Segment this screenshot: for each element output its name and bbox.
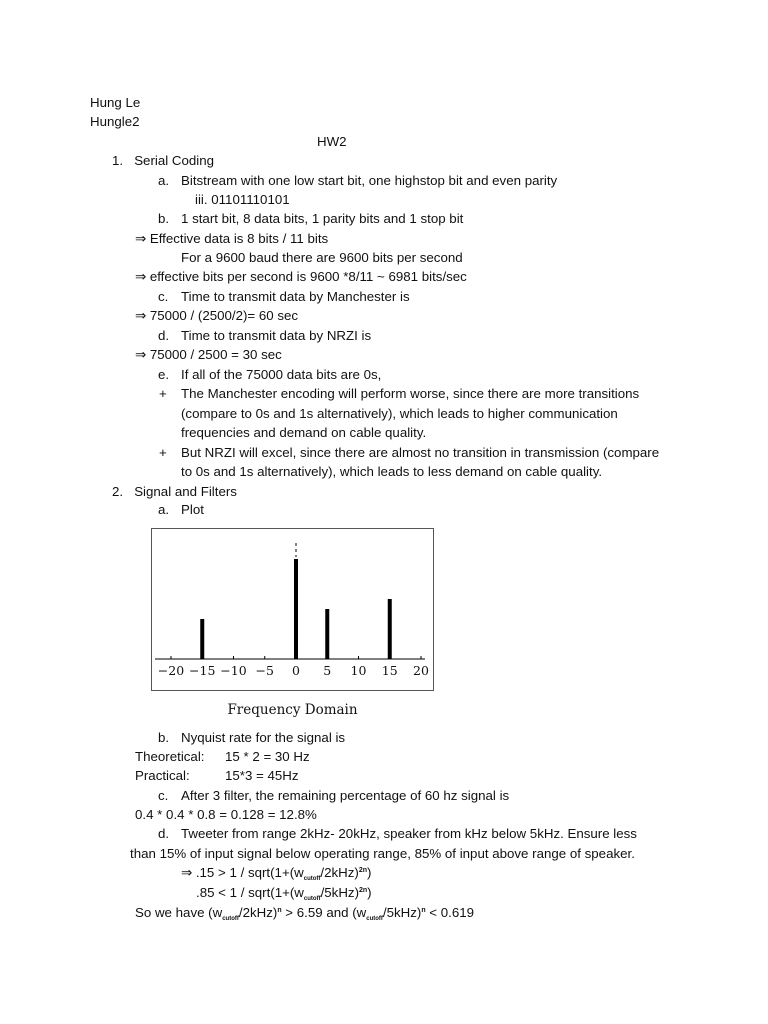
frequency-domain-chart (151, 528, 434, 691)
equation-part: .85 < 1 / sqrt(1+(w (196, 885, 304, 900)
item-1c-text: Time to transmit data by Manchester is (181, 289, 410, 304)
chart-bars (202, 559, 390, 659)
theoretical-value: 15 * 2 = 30 Hz (225, 749, 310, 764)
section-2-title: Signal and Filters (134, 484, 237, 499)
tick-label: 10 (350, 663, 367, 678)
tick-label: 0 (292, 663, 300, 678)
item-2a (158, 502, 204, 518)
item-2c-result: 0.4 * 0.4 * 0.8 = 0.128 = 12.8% (135, 807, 317, 822)
item-1a-text: Bitstream with one low start bit, one highstop bit and even parity (181, 173, 558, 188)
tick-label: −5 (255, 663, 274, 678)
item-2a-text: Plot (181, 502, 204, 517)
exponent: 2n (358, 867, 368, 874)
exponent: 2n (359, 887, 368, 894)
equation-1 (181, 865, 371, 883)
bullet-plus: + (159, 445, 167, 460)
tick-label: −15 (189, 663, 216, 678)
chart-svg (151, 528, 434, 691)
manchester-point-line: (compare to 0s and 1s alternatively), which leads to higher communication (181, 406, 618, 421)
effective-bits-line: ⇒ effective bits per second is 9600 *8/11 ~ 6981 bits/sec (135, 269, 467, 284)
equation-part: ⇒ .15 > 1 / sqrt(1+(w (181, 865, 304, 880)
tick-label: −20 (157, 663, 185, 678)
tick-label: 15 (381, 663, 398, 678)
item-2d-text-cont: than 15% of input signal below operating range, 85% of input above range of speaker. (130, 846, 635, 861)
conclusion-line (135, 905, 474, 923)
cutoff-subscript: cutoff (303, 896, 321, 902)
manchester-point-line: The Manchester encoding will perform worse, since there are more transitions (181, 386, 640, 401)
item-1a (158, 173, 557, 189)
nrzi-point-line: But NRZI will excel, since there are almost no transition in transmission (compare (181, 445, 660, 460)
item-1c-result: ⇒ 75000 / (2500/2)= 60 sec (135, 308, 299, 323)
conclusion-part: /2kHz) (238, 905, 278, 920)
chart-title: Frequency Domain (227, 702, 358, 718)
conclusion-part: So we have (w (135, 905, 223, 920)
practical-label: Practical: (135, 768, 190, 783)
section-2-heading (112, 484, 237, 500)
equation-2 (196, 885, 372, 903)
item-1e-text: If all of the 75000 data bits are 0s, (181, 367, 382, 382)
baud-line: For a 9600 baud there are 9600 bits per second (181, 250, 463, 265)
item-1d (158, 328, 371, 344)
item-1b (158, 211, 463, 227)
author-name: Hung Le (90, 95, 141, 110)
practical-rate (135, 768, 299, 784)
cutoff-subscript: cutoff (366, 916, 383, 922)
bullet-plus: + (159, 386, 167, 401)
section-1-number: 1. (112, 153, 124, 168)
item-marker: c. (158, 788, 169, 803)
tick-label: 20 (413, 663, 429, 678)
item-marker: a. (158, 502, 170, 517)
conclusion-part: < 0.619 (425, 905, 475, 920)
effective-data-line: ⇒ Effective data is 8 bits / 11 bits (135, 231, 329, 246)
item-1d-result: ⇒ 75000 / 2500 = 30 sec (135, 347, 282, 362)
section-2-number: 2. (112, 484, 124, 499)
item-marker: b. (158, 211, 170, 226)
item-marker: e. (158, 367, 170, 382)
practical-value: 15*3 = 45Hz (225, 768, 299, 783)
item-2b-text: Nyquist rate for the signal is (181, 730, 346, 745)
item-2c (158, 788, 509, 804)
conclusion-part: > 6.59 and (w (281, 905, 367, 920)
item-2d (158, 826, 637, 842)
equation-part: /5kHz) (320, 885, 359, 900)
theoretical-label: Theoretical: (135, 749, 205, 764)
item-1c (158, 289, 410, 305)
item-2d-text: Tweeter from range 2kHz- 20kHz, speaker from kHz below 5kHz. Ensure less (181, 826, 637, 841)
conclusion-part: /5kHz) (382, 905, 422, 920)
item-1d-text: Time to transmit data by NRZI is (181, 328, 372, 343)
item-marker: d. (158, 328, 170, 343)
section-1-title: Serial Coding (134, 153, 215, 168)
item-marker: d. (158, 826, 170, 841)
item-marker: a. (158, 173, 170, 188)
page-title: HW2 (317, 134, 347, 149)
equation-part: /2kHz) (320, 865, 359, 880)
cutoff-subscript: cutoff (222, 916, 239, 922)
item-2b (158, 730, 345, 746)
item-marker: b. (158, 730, 170, 745)
item-1e (158, 367, 381, 383)
equation-part: ) (367, 885, 372, 900)
item-1b-text: 1 start bit, 8 data bits, 1 parity bits and 1 stop bit (181, 211, 464, 226)
manchester-point-line: frequencies and demand on cable quality. (181, 425, 427, 440)
nrzi-point-line: to 0s and 1s alternatively), which leads to less demand on cable quality. (181, 464, 603, 479)
tick-label: 5 (323, 663, 332, 678)
exponent: n (277, 907, 282, 914)
author-netid: Hungle2 (90, 114, 140, 129)
exponent: n (421, 907, 426, 914)
tick-label: −10 (220, 663, 247, 678)
equation-part: ) (367, 865, 372, 880)
section-1-heading (112, 153, 214, 169)
theoretical-rate (135, 749, 310, 765)
item-2c-text: After 3 filter, the remaining percentage of 60 hz signal is (181, 788, 510, 803)
item-marker: c. (158, 289, 169, 304)
cutoff-subscript: cutoff (303, 876, 321, 882)
item-1a-answer: iii. 01101110101 (195, 192, 290, 207)
